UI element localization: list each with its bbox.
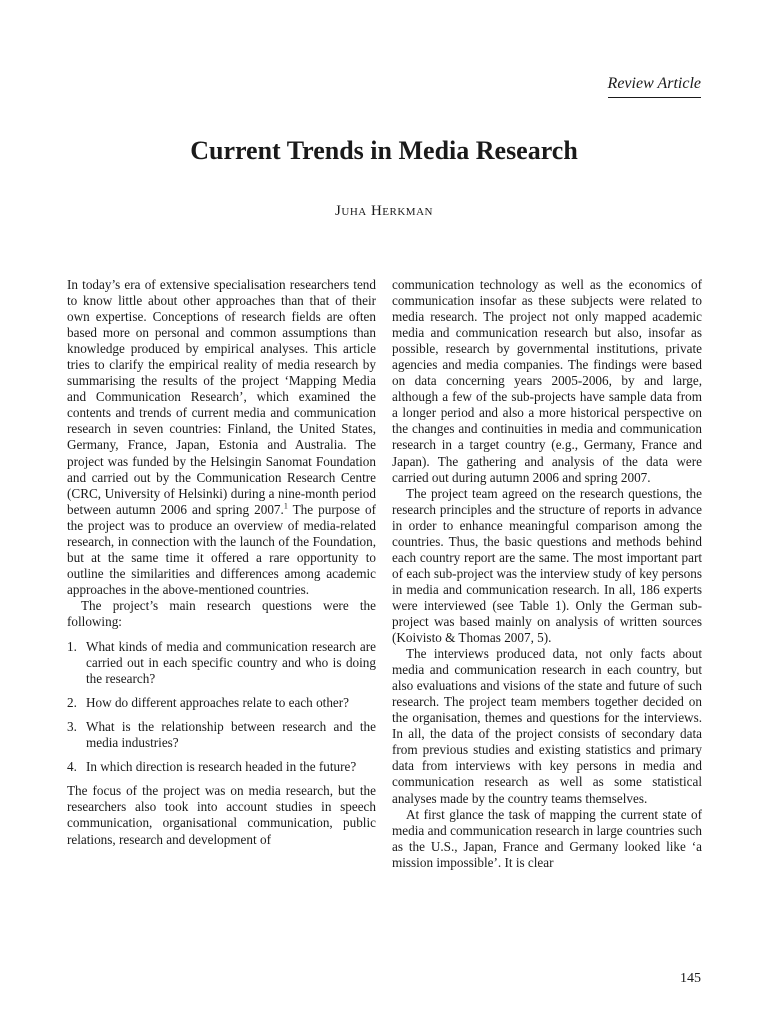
footnote-marker: 1 [283,501,288,511]
left-column [67,277,376,848]
list-item-text: What is the relationship between research and the media industries? [86,719,376,751]
list-item-number: 1. [67,639,77,655]
list-item [67,695,376,711]
article-title: Current Trends in Media Research [190,136,578,165]
page-number: 145 [680,971,701,986]
article-author: Juha Herkman [335,203,433,219]
list-item [67,719,376,751]
list-item-number: 3. [67,719,77,735]
right-column [392,277,702,871]
intro-paragraph [67,277,376,598]
first-glance-paragraph: At first glance the task of mapping the current state of media and communication research in large countries such as the U.S., Japan, France and Germany looked like ‘a mission impossible’. It is clear [392,806,702,870]
list-item [67,759,376,775]
intro-text-part2: The purpose of the project was to produce an overview of media-related research, in connection with the launch of the Foundation, but at the same time it offered a rare opportunity to outline the similarities and differences among academic approaches in the above-mentioned countries. [67,501,376,597]
research-questions-list [67,639,376,775]
list-item-text: How do different approaches relate to each other? [86,695,350,711]
list-item-number: 4. [67,759,77,775]
list-item-text: What kinds of media and communication research are carried out in each specific country and who is doing the research? [86,639,376,687]
focus-paragraph: The focus of the project was on media research, but the researchers also took into account studies in speech communication, organisational communication, public relations, research and development of [67,783,376,847]
list-item-number: 2. [67,695,77,711]
intro-text-part1: In today’s era of extensive specialisation researchers tend to know little about other approaches than that of their own expertise. Conceptions of research fields are often based more on personal and common assumptions than knowledge produced by empirical analyses. This article tries to clarify the empirical reality of media research by summarising the results of the project ‘Mapping Media and Communication Research’, which examined the contents and trends of current media and communication research in seven countries: Finland, the United States, Germany, France, Japan, Estonia and Australia. The project was funded by the Helsingin Sanomat Foundation and carried out by the Communication Research Centre (CRC, University of Helsinki) during a nine-month period between autumn 2006 and spring 2007. [67,277,376,517]
interviews-paragraph: The interviews produced data, not only facts about media and communication research in each country, but also evaluations and visions of the state and future of such research. The project team members together decided on the organisation, themes and questions for the interviews. In all, the data of the project consists of secondary data from previous studies and existing statistics and primary data from interviews with key persons in media and communication research as well as some statistical analyses made by the country teams themselves. [392,646,702,806]
team-paragraph: The project team agreed on the research questions, the research principles and the structure of reports in advance in order to enhance meaningful comparison among the countries. Thus, the basic questions and methods behind each country report are the same. The most important part of each sub-project was the interview study of key persons in media and communication research. In all, 186 experts were interviewed (see Table 1). Only the German sub-project was based mainly on analysis of written sources (Koivisto & Thomas 2007, 5). [392,485,702,646]
continuation-paragraph: communication technology as well as the economics of communication insofar as these subjects were related to media research. The project not only mapped academic media and communication research but also, insofar as possible, research by governmental institutions, private agencies and media companies. The findings were based on data concerning years 2005-2006, by and large, although a few of the sub-projects have sample data from a longer period and also a more historical perspective on the changes and continuities in media and communication research in a target country (e.g., Germany, France and Japan). The gathering and analysis of the data were carried out during autumn 2006 and spring 2007. [392,277,702,485]
questions-intro-paragraph: The project’s main research questions were the following: [67,597,376,629]
list-item-text: In which direction is research headed in the future? [86,759,357,775]
list-item [67,639,376,687]
section-label: Review Article [608,74,701,98]
